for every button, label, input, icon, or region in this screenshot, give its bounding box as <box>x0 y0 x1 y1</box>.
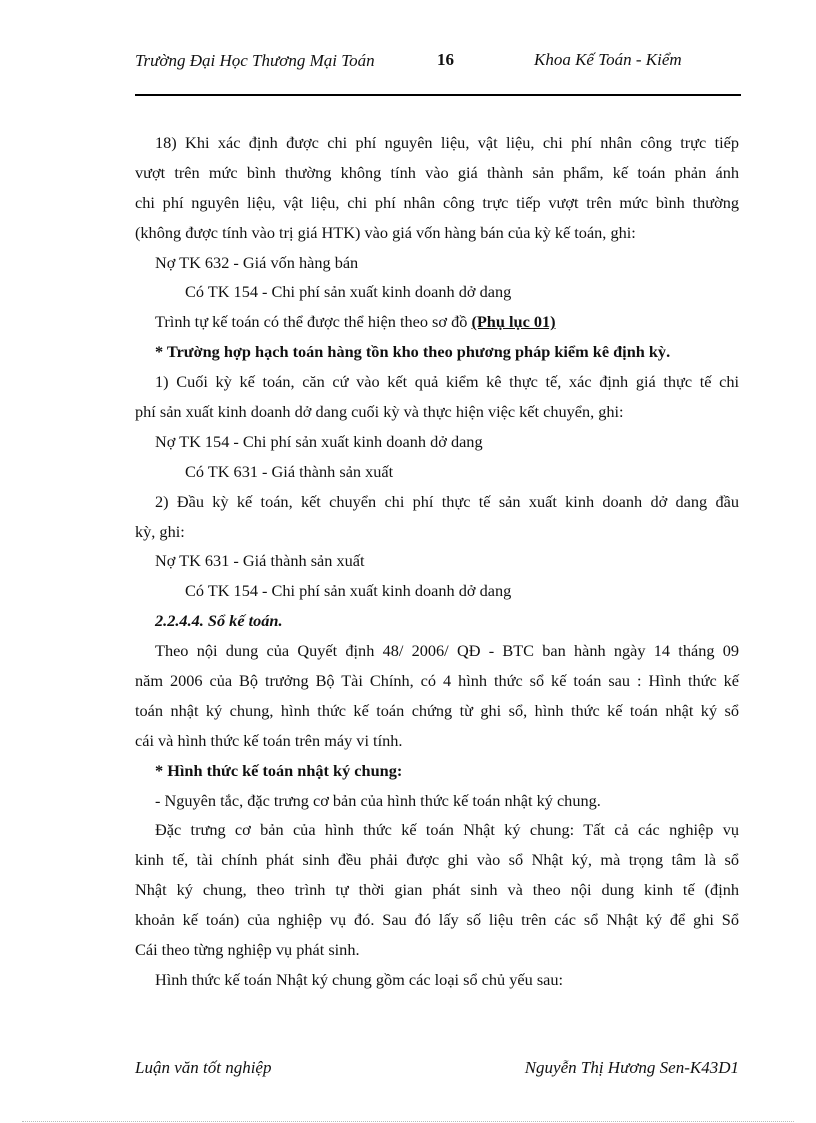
paragraph-line: kỳ, ghi: <box>135 521 185 541</box>
paragraph-line: Nhật ký chung, theo trình tự thời gian phát sinh và theo nội dung kinh tế (định <box>135 880 739 900</box>
form-heading: * Hình thức kế toán nhật ký chung: <box>155 760 403 780</box>
document-body <box>135 128 739 995</box>
paragraph-line: Theo nội dung của Quyết định 48/ 2006/ QĐ - BTC ban hành ngày 14 tháng 09 <box>155 641 739 661</box>
debit-entry: Nợ TK 631 - Giá thành sản xuất <box>155 551 365 571</box>
credit-entry: Có TK 154 - Chi phí sản xuất kinh doanh dở dang <box>185 282 512 302</box>
page-bottom-divider <box>22 1121 794 1122</box>
section-heading: 2.2.4.4. Sổ kế toán. <box>155 611 283 631</box>
paragraph-line: - Nguyên tắc, đặc trưng cơ bản của hình thức kế toán nhật ký chung. <box>155 790 601 810</box>
paragraph-line: toán nhật ký chung, hình thức kế toán chứng từ ghi sổ, hình thức kế toán nhật ký sổ <box>135 700 739 720</box>
credit-entry: Có TK 631 - Giá thành sản xuất <box>185 461 394 481</box>
paragraph-line: (không được tính vào trị giá HTK) vào giá vốn hàng bán của kỳ kế toán, ghi: <box>135 222 636 242</box>
paragraph-line: Cái theo từng nghiệp vụ phát sinh. <box>135 940 360 960</box>
paragraph-line: chi phí nguyên liệu, vật liệu, chi phí nhân công trực tiếp vượt trên mức bình thường <box>135 192 739 212</box>
appendix-reference: (Phụ lục 01) <box>471 312 556 332</box>
paragraph-line: 2) Đầu kỳ kế toán, kết chuyển chi phí thực tế sản xuất kinh doanh dở dang đầu <box>155 491 739 511</box>
paragraph-line: 18) Khi xác định được chi phí nguyên liệu, vật liệu, chi phí nhân công trực tiếp <box>155 133 739 152</box>
debit-entry: Nợ TK 632 - Giá vốn hàng bán <box>155 252 359 272</box>
header-faculty-name: Khoa Kế Toán - Kiểm <box>534 50 682 69</box>
paragraph-line: kinh tế, tài chính phát sinh đều phải được ghi vào sổ Nhật ký, mà trọng tâm là sổ <box>135 850 739 870</box>
sequence-note <box>135 307 739 337</box>
case-heading: * Trường hợp hạch toán hàng tồn kho theo phương pháp kiểm kê định kỳ. <box>155 342 671 362</box>
paragraph-line: vượt trên mức bình thường không tính vào giá thành sản phẩm, kế toán phản ánh <box>135 162 739 182</box>
paragraph-line: Hình thức kế toán Nhật ký chung gồm các loại sổ chủ yếu sau: <box>155 969 564 989</box>
page-header <box>135 48 741 96</box>
debit-entry: Nợ TK 154 - Chi phí sản xuất kinh doanh dở dang <box>155 431 483 451</box>
paragraph-line: 1) Cuối kỳ kế toán, căn cứ vào kết quả kiểm kê thực tế, xác định giá thực tế chi <box>155 372 739 392</box>
paragraph-line: Đặc trưng cơ bản của hình thức kế toán Nhật ký chung: Tất cả các nghiệp vụ <box>155 820 739 840</box>
paragraph-line: cái và hình thức kế toán trên máy vi tính. <box>135 730 403 750</box>
paragraph-line: khoản kế toán) của nghiệp vụ đó. Sau đó lấy số liệu trên các sổ Nhật ký để ghi Sổ <box>135 910 739 930</box>
header-school-name: Trường Đại Học Thương Mại Toán <box>135 51 375 70</box>
paragraph-line: năm 2006 của Bộ trưởng Bộ Tài Chính, có 4 hình thức sổ kế toán sau : Hình thức kế <box>135 671 739 691</box>
footer-thesis-label: Luận văn tốt nghiệp <box>135 1058 272 1077</box>
sequence-text: Trình tự kế toán có thể được thể hiện theo sơ đồ <box>155 312 472 332</box>
page-number: 16 <box>437 50 454 69</box>
paragraph-line: phí sản xuất kinh doanh dở dang cuối kỳ và thực hiện việc kết chuyển, ghi: <box>135 402 624 422</box>
credit-entry: Có TK 154 - Chi phí sản xuất kinh doanh dở dang <box>185 581 512 601</box>
footer-author: Nguyễn Thị Hương Sen-K43D1 <box>524 1058 739 1077</box>
